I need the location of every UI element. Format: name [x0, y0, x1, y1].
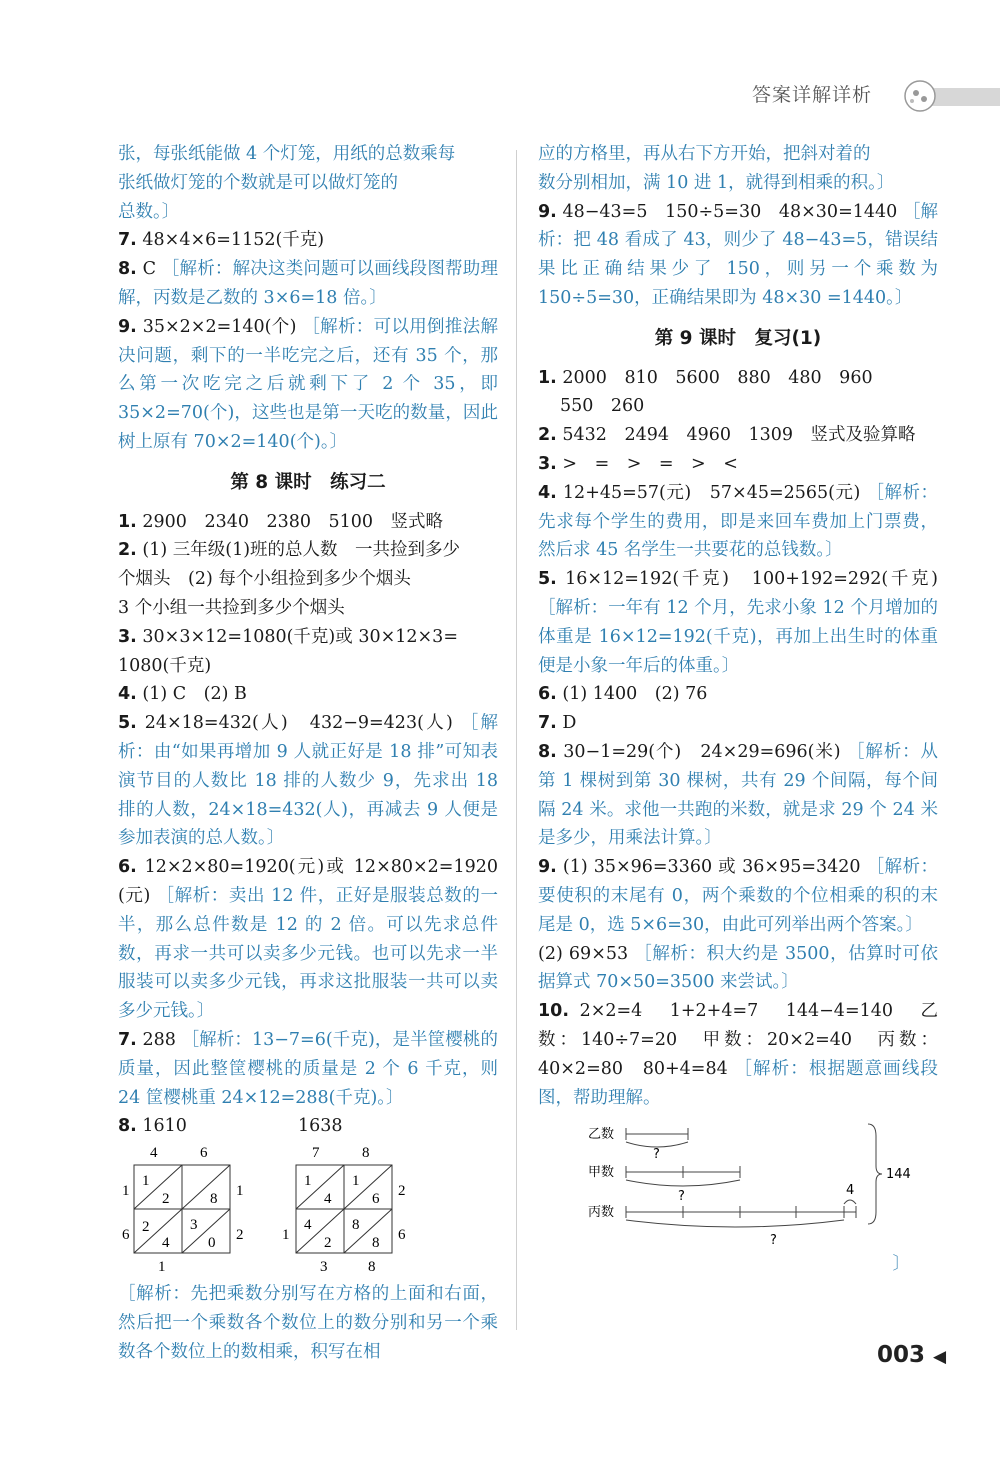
line-segment-diagram [538, 1120, 938, 1250]
grid-cell: 6 [372, 1191, 380, 1208]
answer-text: (1) 1400 (2) 76 [562, 684, 708, 705]
grid-label: 1 [236, 1183, 244, 1200]
grid-label: 6 [398, 1227, 406, 1244]
analysis-text: ［解析：把 48 看成了 43，则少了 48−43=5，错误结果比正确结果少了 150，则另一个乘数为 150÷5=30，正确结果即为 48×30 =1440。〕 [538, 201, 938, 308]
answer-text: 2×2=4 1+2+4=7 144−4=140 乙数：140÷7=20 甲数：20×2=40 丙数：40×2=80 80+4=84 [538, 1001, 938, 1079]
intro-line: 张纸做灯笼的个数就是可以做灯笼的 [118, 172, 398, 193]
answer-item-6 [118, 853, 498, 1026]
grid-label: 3 [320, 1259, 328, 1276]
question-mark: ? [770, 1233, 777, 1249]
answer-text: D [562, 713, 577, 734]
page-number-text: 003 [877, 1342, 926, 1368]
item-number: 4. [118, 684, 137, 705]
grid-cell: 2 [162, 1191, 170, 1208]
item-number: 6. [118, 857, 137, 878]
answer-item-7 [538, 709, 938, 738]
grid-label: 4 [150, 1145, 158, 1162]
answer-item-1 [538, 364, 938, 422]
answer-text: 48−43=5 150÷5=30 48×30=1440 [562, 201, 898, 222]
answer-text: 2900 2340 2380 5100 竖式略 [142, 511, 444, 532]
item-number: 7. [118, 1029, 137, 1050]
grid-cell: 4 [162, 1235, 170, 1252]
grid-cell: 4 [304, 1217, 312, 1234]
answer-text: 12+45=57(元) 57×45=2565(元) [562, 482, 861, 503]
grid-cell: 8 [210, 1191, 218, 1208]
answer-item-9b [538, 853, 938, 997]
answer-text: 3 个小组一共捡到多少个烟头 [118, 597, 345, 618]
intro-line: 总数。〕 [118, 201, 180, 222]
page-header-title: 答案详解详析 [752, 84, 873, 106]
answer-item-9 [118, 313, 498, 457]
answer-item-2 [118, 536, 498, 622]
grid-label: 1 [158, 1259, 166, 1276]
item-number: 8. [538, 741, 557, 762]
continued-line: 应的方格里，再从右下方开始，把斜对着的 [538, 144, 871, 164]
answer-text: 24×18=432(人) 432−9=423(人) [144, 713, 453, 734]
item-number: 3. [118, 626, 137, 647]
item-number: 3. [538, 453, 557, 474]
lattice-grid-a [122, 1145, 244, 1275]
grid-cell: 8 [372, 1235, 380, 1252]
analysis-text: ［解析：一年有 12 个月，先求小象 12 个月增加的体重是 16×12=192(千克)，再加上出生时的体重便是小象一年后的体重。〕 [538, 597, 938, 676]
analysis-text: ［解析：积大约是 3500，估算时可依据算式 70×50=3500 来尝试。〕 [538, 943, 938, 993]
answer-text: 1080(千克) [118, 655, 212, 676]
grid-label: 6 [200, 1145, 208, 1162]
segment-label: 丙数 [588, 1205, 615, 1221]
answer-item-8 [118, 255, 498, 313]
item-number: 1. [538, 367, 557, 388]
item-number: 5. [538, 569, 557, 590]
grid-cell: 8 [352, 1217, 360, 1234]
item-number: 2. [538, 425, 557, 446]
grid-label: 1 [122, 1183, 130, 1200]
item-number: 9. [118, 316, 137, 337]
answer-text: 2000 810 5600 880 480 960 [562, 367, 873, 388]
section-heading: 第 8 课时 练习二 [230, 471, 386, 493]
grid-label: 1 [282, 1227, 290, 1244]
answer-text: 30−1=29(个) 24×29=696(米) [563, 741, 841, 762]
answer-text: (1) 35×96=3360 或 36×95=3420 [562, 857, 861, 878]
analysis-text: ［解析：解决这类问题可以画线段图帮助理解，丙数是乙数的 3×6=18 倍。〕 [118, 259, 498, 308]
item-number: 7. [118, 230, 137, 251]
grid-cell: 2 [142, 1219, 150, 1236]
segment-label: 乙数 [588, 1127, 615, 1143]
answer-item-2 [538, 421, 938, 450]
lattice-multiplication-figure [118, 1143, 418, 1278]
answer-text: 288 [142, 1029, 176, 1050]
left-column [118, 140, 498, 1366]
answer-item-3 [118, 623, 498, 681]
answer-text: 48×4×6=1152(千克) [142, 230, 325, 251]
analysis-text: ［解析：要使积的末尾有 0，两个乘数的个位相乘的积的末尾是 0，选 5×6=30，由此可列举出两个答案。〕 [538, 857, 938, 935]
grid-label: 7 [312, 1145, 320, 1162]
right-column [538, 140, 938, 1279]
item-number: 9. [538, 201, 557, 222]
item-number: 9. [538, 857, 557, 878]
grid-cell: 1 [304, 1173, 312, 1190]
answer-item-4 [538, 479, 938, 565]
analysis-text: ［解析：可以用倒推法解决问题，剩下的一半吃完之后，还有 35 个，那么第一次吃完之后就剩下了 2 个 35，即 35×2=70(个)，这些也是第一天吃的数量，因此树上原有 70×2=140(个)。〕 [118, 316, 498, 452]
grid-label: 8 [362, 1145, 370, 1162]
answer-text: 5432 2494 4960 1309 竖式及验算略 [562, 425, 916, 446]
answer-text: (1) 三年级(1)班的总人数 一共捡到多少 [142, 540, 461, 561]
lattice-grid-b [282, 1145, 406, 1275]
answer-item-3 [538, 450, 938, 479]
answer-item-4 [118, 680, 498, 709]
answer-item-8b [118, 1112, 498, 1141]
intro-line: 张，每张纸能做 4 个灯笼，用纸的总数乘每 [118, 144, 456, 164]
answer-item-5 [538, 565, 938, 680]
analysis-text: ［解析：先把乘数分别写在方格的上面和右面，然后把一个乘数各个数位上的数分别和另一个乘数各个数位上的数相乘，积写在相 [118, 1284, 498, 1362]
extra-label: 4 [846, 1183, 855, 1199]
page-arrow-icon: ◀ [933, 1347, 947, 1367]
grid-cell: 4 [324, 1191, 332, 1208]
item-number: 7. [538, 713, 557, 734]
answer-text: 1638 [297, 1116, 343, 1137]
question-mark: ? [653, 1147, 660, 1163]
item-number: 8. [118, 259, 137, 280]
grid-cell: 3 [190, 1217, 198, 1234]
answer-item-8 [538, 738, 938, 853]
item-number: 8. [118, 1116, 137, 1137]
grid-label: 6 [122, 1227, 130, 1244]
analysis-text: ［解析：先求每个学生的费用，即是来回车费加上门票费，然后求 45 名学生一共要花的总钱数。〕 [538, 482, 938, 561]
answer-text: 1610 [142, 1116, 187, 1137]
closing-bracket: 〕 [892, 1254, 910, 1275]
answer-text: C [142, 259, 156, 280]
answer-text: 个烟头 (2) 每个小组捡到多少个烟头 [118, 569, 411, 590]
section-heading: 第 9 课时 复习(1) [654, 327, 822, 349]
item-number: 10. [538, 1001, 570, 1022]
answer-item-7 [118, 226, 498, 255]
page-number [877, 1342, 946, 1368]
item-number: 4. [538, 482, 557, 503]
analysis-text: ［解析：13−7=6(千克)，是半筐樱桃的质量，因此整筐樱桃的质量是 2 个 6 千克，则 24 筐樱桃重 24×12=288(千克)。〕 [118, 1029, 498, 1108]
total-label: 144 [886, 1167, 911, 1183]
segment-label: 甲数 [588, 1165, 615, 1181]
answer-text: (1) C (2) B [142, 684, 247, 705]
answer-text: > = > = > < [562, 453, 738, 474]
grid-label: 8 [368, 1259, 376, 1276]
answer-item-10 [538, 997, 938, 1112]
analysis-text: ［解析：根据题意画线段图，帮助理解。 [538, 1058, 938, 1108]
answer-item-9 [538, 198, 938, 313]
item-number: 6. [538, 684, 557, 705]
item-number: 2. [118, 540, 137, 561]
answer-item-5 [118, 709, 498, 853]
answer-text: 16×12=192(千克) 100+192=292(千克) [565, 569, 938, 590]
analysis-text: ［解析：由“如果再增加 9 人就正好是 18 排”可知表演节目的人数比 18 排的人数少 9，先求出 18 排的人数，24×18=432(人)，再减去 9 人便是参加表演的总人数。〕 [118, 713, 498, 849]
answer-item-6 [538, 680, 938, 709]
analysis-text: ［解析：卖出 12 件，正好是服装总数的一半，那么总件数是 12 的 2 倍。可以先求总件数，再求一共可以卖多少元钱。也可以先求一半服装可以卖多少元钱，再求这批服装一共可以卖多少元钱。〕 [118, 885, 498, 1022]
answer-text: 12×2×80=1920(元)或 12×80×2=1920 (元) [118, 857, 498, 906]
grid-label: 2 [236, 1227, 244, 1244]
item-number: 1. [118, 511, 137, 532]
grid-cell: 1 [142, 1173, 150, 1190]
analysis-text: ［解析：从第 1 棵树到第 30 棵树，共有 29 个间隔，每个间隔 24 米。求他一共跑的米数，就是求 29 个 24 米是多少，用乘法计算。〕 [538, 741, 938, 849]
grid-label: 2 [398, 1183, 406, 1200]
column-divider [516, 150, 517, 1330]
answer-text: 35×2×2=140(个) [142, 316, 297, 337]
grid-label: 0 [208, 1235, 216, 1252]
header-decoration-icon [902, 78, 1000, 114]
answer-item-1 [118, 508, 498, 537]
grid-cell: 2 [324, 1235, 332, 1252]
grid-cell: 1 [352, 1173, 360, 1190]
continued-line: 数分别相加，满 10 进 1，就得到相乘的积。〕 [538, 172, 895, 193]
item-number: 5. [118, 713, 137, 734]
answer-item-7b [118, 1026, 498, 1112]
answer-text: 30×3×12=1080(千克)或 30×12×3= [142, 626, 458, 647]
question-mark: ? [678, 1189, 685, 1205]
answer-text: (2) 69×53 [538, 943, 629, 964]
answer-text: 550 260 [560, 396, 645, 417]
